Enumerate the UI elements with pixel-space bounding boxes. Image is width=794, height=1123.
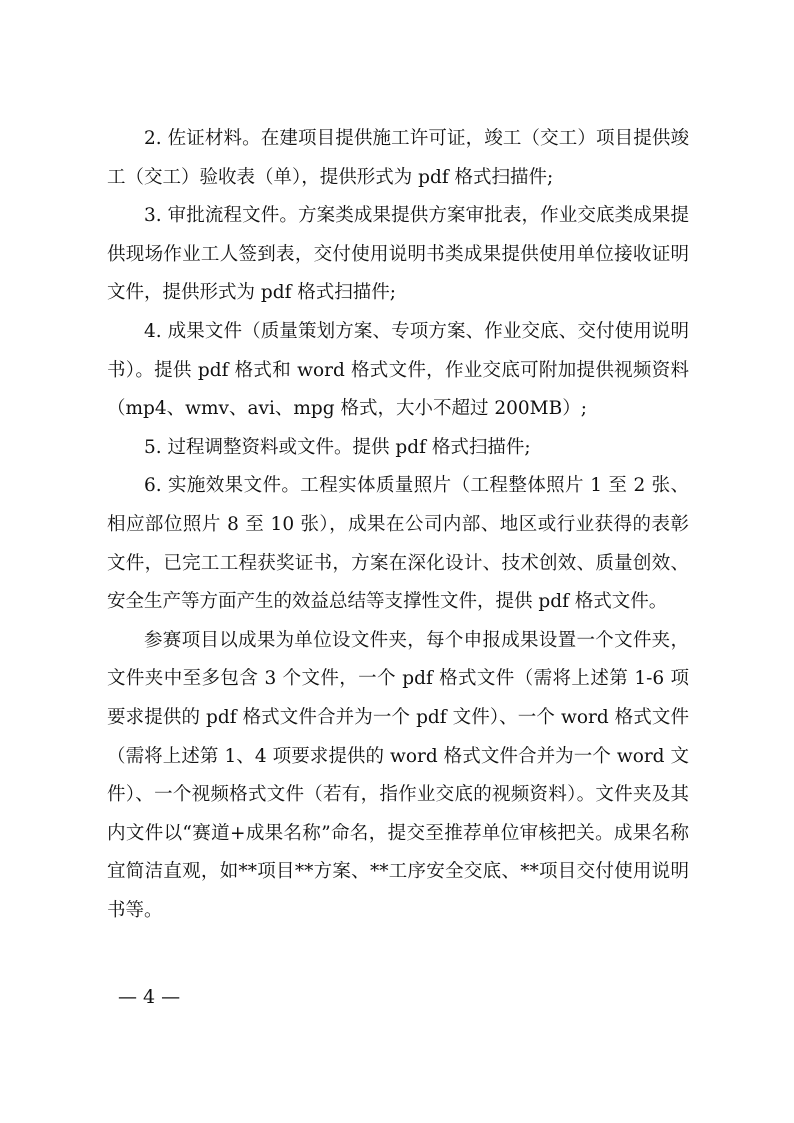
paragraph-supporting-materials: 2. 佐证材料。在建项目提供施工许可证，竣工（交工）项目提供竣工（交工）验收表（单），提供形式为 pdf 格式扫描件; xyxy=(107,128,689,188)
paragraph-implementation-effect: 6. 实施效果文件。工程实体质量照片（工程整体照片 1 至 2 张、相应部位照片 8 至 10 张），成果在公司内部、地区或行业获得的表彰文件，已完工工程获奖证书，方案在深化设计、技术创效、质量创效、安全生产等方面产生的效益总结等支撑性文件，提供 pdf 格式文件。 xyxy=(107,475,689,613)
paragraph-result-files: 4. 成果文件（质量策划方案、专项方案、作业交底、交付使用说明书）。提供 pdf 格式和 word 格式文件，作业交底可附加提供视频资料（mp4、wmv、avi、mpg 格式，大小不超过 200MB）; xyxy=(107,320,689,420)
document-body xyxy=(107,120,689,930)
paragraph-process-adjustment: 5. 过程调整资料或文件。提供 pdf 格式扫描件; xyxy=(144,436,531,458)
paragraph-approval-process-files: 3. 审批流程文件。方案类成果提供方案审批表，作业交底类成果提供现场作业工人签到表，交付使用说明书类成果提供使用单位接收证明文件，提供形式为 pdf 格式扫描件; xyxy=(107,205,689,304)
paragraph-folder-instructions: 参赛项目以成果为单位设文件夹，每个申报成果设置一个文件夹，文件夹中至多包含 3 个文件，一个 pdf 格式文件（需将上述第 1-6 项要求提供的 pdf 格式文件合并为一个 pdf 文件）、一个 word 格式文件（需将上述第 1、4 项要求提供的 word 格式文件合并为一个 word 文件）、一个视频格式文件（若有，指作业交底的视频资料）。文件夹及其内文件以“赛道+成果名称”命名，提交至推荐单位审核把关。成果名称宜简洁直观，如**项目**方案、**工序安全交底、**项目交付使用说明书等。 xyxy=(107,629,689,921)
page-number: — 4 — xyxy=(118,986,181,1008)
